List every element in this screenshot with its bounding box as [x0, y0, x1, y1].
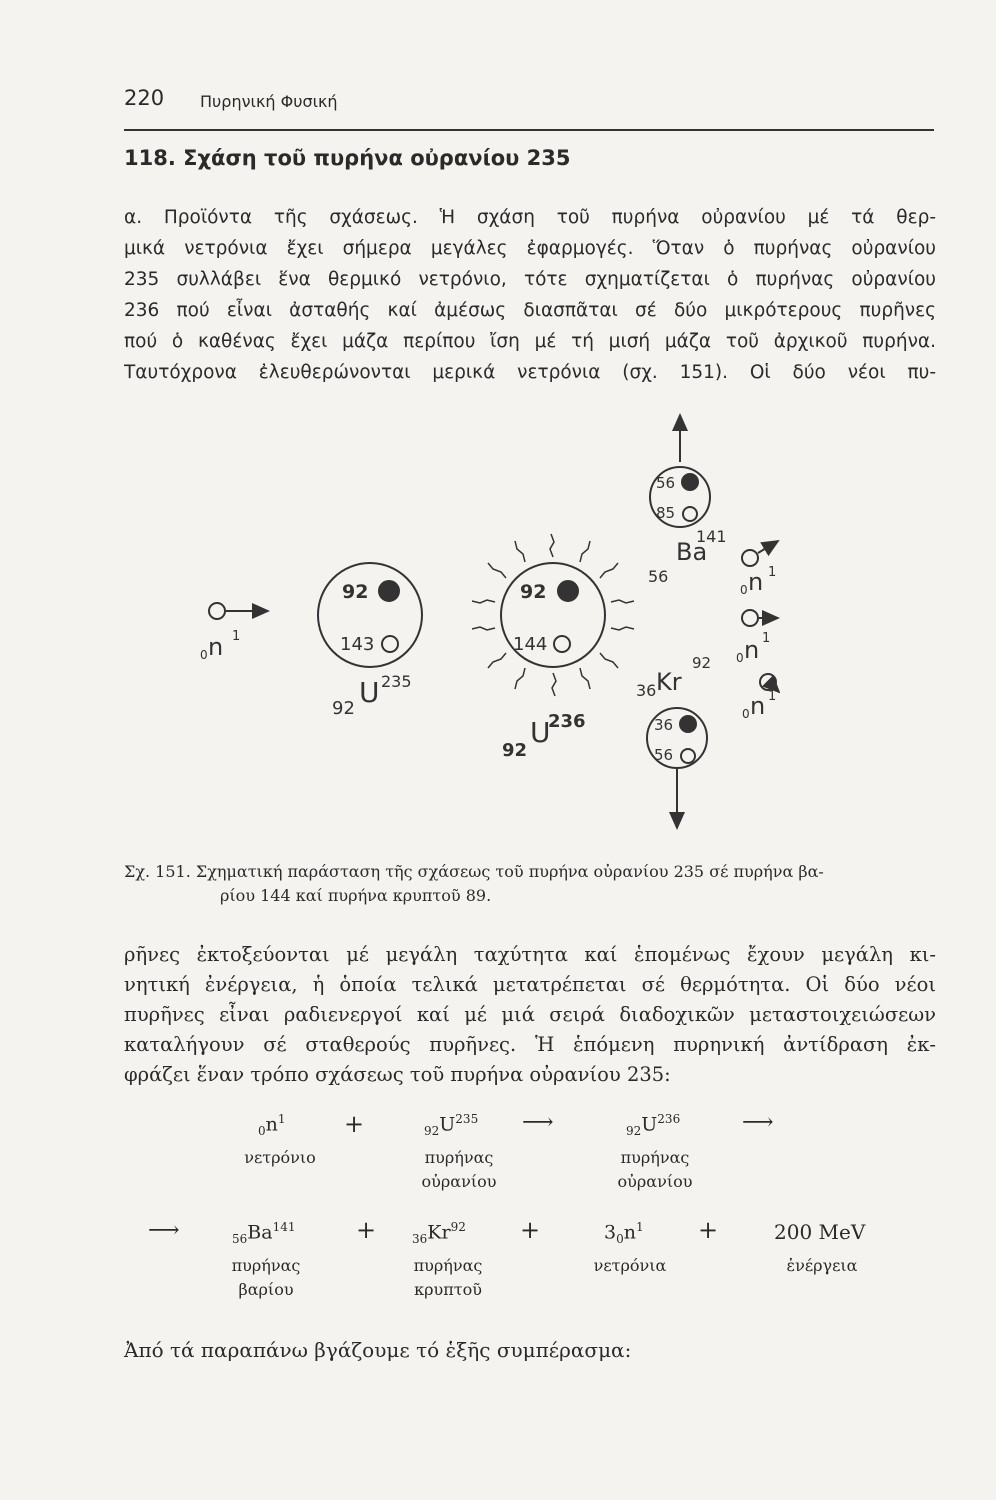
neutron-z: 0 [740, 583, 748, 597]
u236-nucleus [472, 534, 634, 761]
ba141-fragment [648, 415, 727, 586]
neutron-symbol: n [744, 636, 760, 664]
fission-diagram [180, 400, 780, 840]
u235-neutrons: 143 [340, 634, 375, 655]
kr-z: 36 [636, 681, 657, 700]
conclusion-line: Ἀπό τά παραπάνω βγάζουμε τό ἑξῆς συμπέρασμα: [124, 1338, 632, 1362]
caption-line: Σχ. 151. Σχηματική παράσταση τῆς σχάσεως τοῦ πυρήνα οὐρανίου 235 σέ πυρήνα βα- [124, 862, 824, 881]
u235-nucleus [318, 563, 422, 719]
page-number: 220 [124, 86, 165, 110]
neutron-symbol: n [748, 568, 764, 596]
header-rule [124, 129, 934, 131]
ba-neutrons: 85 [656, 504, 676, 522]
neutron-z: 0 [200, 648, 208, 662]
eq-krypton: $_{36}Kr^{92}$ [412, 1220, 466, 1247]
text-line: α. Προϊόντα τῆς σχάσεως. Ἡ σχάση τοῦ πυρήνα οὐρανίου μέ τά θερ- [124, 207, 936, 228]
eq-barium: $_{56}Ba^{141}$ [232, 1220, 296, 1247]
eq-uranium-235: $_{92}U^{235}$ [424, 1112, 479, 1139]
u236-symbol: U [530, 716, 551, 749]
emitted-neutron [736, 610, 778, 665]
neutron-circle-icon [554, 636, 570, 652]
ba-symbol: Ba [676, 538, 708, 566]
u236-mass: 236 [548, 711, 586, 732]
text-line: 235 συλλάβει ἕνα θερμικό νετρόνιο, τότε σχηματίζεται ὁ πυρήνας οὐρανίου [124, 269, 936, 290]
plus-sign: + [520, 1216, 541, 1244]
u235-z: 92 [332, 698, 355, 719]
kr-mass: 92 [692, 654, 712, 672]
text-line: φράζει ἕναν τρόπο σχάσεως τοῦ πυρήνα οὐρανίου 235: [124, 1063, 671, 1086]
kr92-fragment [636, 654, 711, 828]
incoming-neutron [200, 603, 268, 662]
neutron-z: 0 [736, 651, 744, 665]
text-line: ρῆνες ἐκτοξεύονται μέ μεγάλη ταχύτητα καί ἑπομένως ἔχουν μεγάλη κι- [124, 943, 936, 966]
u235-symbol: U [359, 676, 380, 709]
ba-protons: 56 [656, 474, 676, 492]
neutron-circle-icon [681, 749, 695, 763]
plus-sign: + [344, 1110, 365, 1138]
eq-label: νετρόνια [593, 1256, 667, 1275]
section-title: 118. Σχάση τοῦ πυρήνα οὐρανίου 235 [124, 146, 571, 170]
u236-neutrons: 144 [513, 634, 548, 655]
eq-neutron: $_0n^1$ [258, 1112, 286, 1139]
arrow: ⟶ [522, 1110, 554, 1135]
neutron-mass: 1 [762, 631, 771, 646]
eq-label: πυρήνας βαρίου [231, 1256, 301, 1299]
arrow: ⟶ [148, 1218, 180, 1243]
ba-z: 56 [648, 567, 669, 586]
u235-protons: 92 [342, 581, 369, 603]
eq-label: πυρήνας οὐρανίου [617, 1148, 693, 1191]
proton-dot-icon [379, 581, 399, 601]
intro-paragraph [124, 202, 936, 388]
kr-neutrons: 56 [654, 746, 674, 764]
neutron-circle-icon [683, 507, 697, 521]
eq-label: πυρήνας κρυπτοῦ [413, 1256, 483, 1299]
text-line: μικά νετρόνια ἔχει σήμερα μεγάλες ἐφαρμογές. Ὅταν ὁ πυρήνας οὐρανίου [124, 238, 936, 259]
neutron-z: 0 [742, 707, 750, 721]
caption-line: ρίου 144 καί πυρήνα κρυπτοῦ 89. [220, 886, 492, 905]
arrow: ⟶ [742, 1110, 774, 1135]
emitted-neutron [742, 674, 779, 721]
neutron-mass: 1 [232, 629, 241, 644]
plus-sign: + [698, 1216, 719, 1244]
text-line: πυρῆνες εἶναι ραδιενεργοί καί μέ μιά σειρά διαδοχικῶν μεταστοιχειώσεων [124, 1003, 936, 1026]
eq-neutrons: $3_0n^1$ [604, 1220, 644, 1247]
kr-symbol: Kr [656, 668, 682, 696]
running-title: Πυρηνική Φυσική [200, 92, 338, 111]
eq-label: νετρόνιο [244, 1148, 316, 1167]
proton-dot-icon [680, 716, 696, 732]
figure-caption [124, 860, 936, 908]
eq-label: ἐνέργεια [786, 1256, 858, 1275]
neutron-symbol: n [750, 692, 766, 720]
eq-energy: 200 MeV [774, 1220, 866, 1244]
body-paragraph [124, 940, 936, 1090]
emitted-neutron [740, 541, 778, 597]
proton-dot-icon [558, 581, 578, 601]
text-line: Ταυτόχρονα ἐλευθερώνονται μερικά νετρόνια (σχ. 151). Οἱ δύο νέοι πυ- [124, 362, 936, 383]
u235-mass: 235 [381, 672, 412, 691]
ba-mass: 141 [696, 527, 727, 546]
page-header [124, 86, 936, 126]
u236-protons: 92 [520, 581, 547, 603]
text-line: νητική ἐνέργεια, ἡ ὁποία τελικά μετατρέπεται σέ θερμότητα. Οἱ δύο νέοι [124, 973, 936, 996]
kr-protons: 36 [654, 716, 674, 734]
plus-sign: + [356, 1216, 377, 1244]
eq-uranium-236: $_{92}U^{236}$ [626, 1112, 681, 1139]
text-line: πού ὁ καθένας ἔχει μάζα περίπου ἴση μέ τή μισή μάζα τοῦ ἀρχικοῦ πυρήνα. [124, 331, 936, 352]
u236-z: 92 [502, 740, 528, 761]
neutron-mass: 1 [768, 565, 777, 580]
neutron-mass: 1 [768, 689, 777, 704]
proton-dot-icon [682, 474, 698, 490]
text-line: καταλήγουν σέ σταθερούς πυρῆνες. Ἡ ἑπόμενη πυρηνική ἀντίδραση ἐκ- [124, 1033, 936, 1056]
neutron-circle-icon [382, 636, 398, 652]
excitation-rays-icon [472, 534, 634, 696]
text-line: 236 πού εἶναι ἀσταθής καί ἀμέσως διασπᾶται σέ δύο μικρότερους πυρῆνες [124, 300, 936, 321]
neutron-symbol: n [208, 633, 224, 661]
eq-label: πυρήνας οὐρανίου [421, 1148, 497, 1191]
